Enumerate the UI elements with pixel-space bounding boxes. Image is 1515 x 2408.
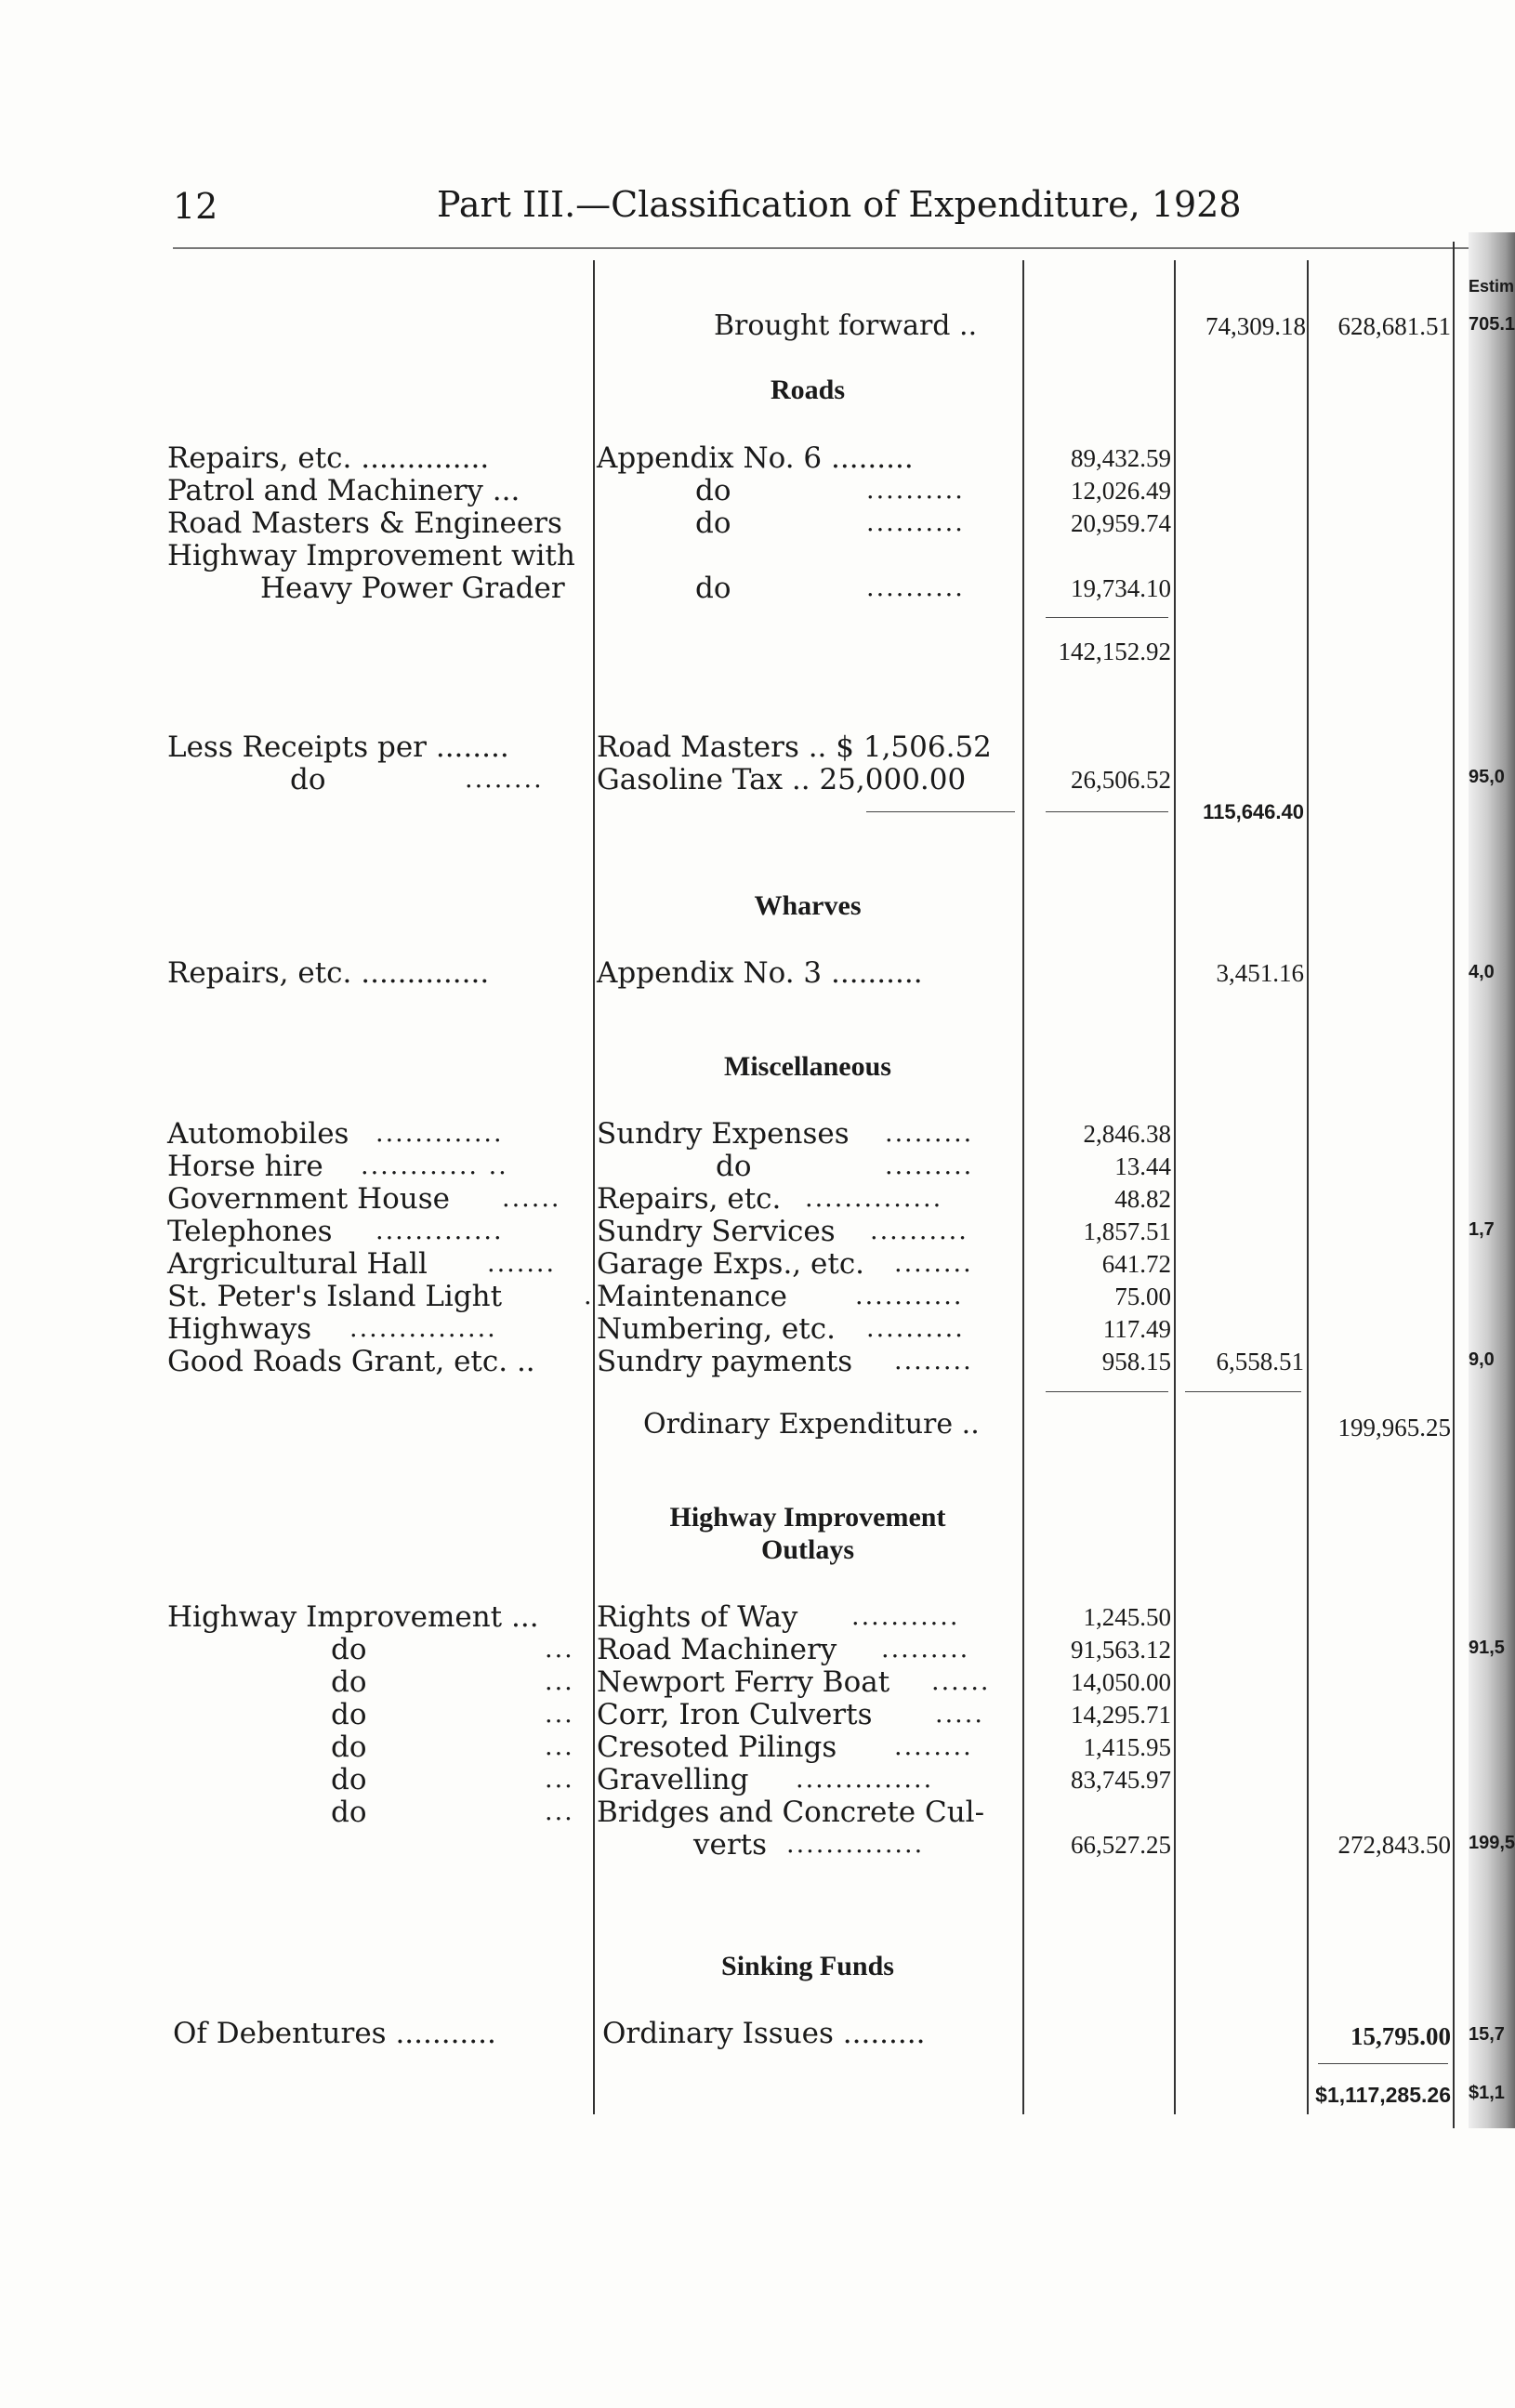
- highway-edge-b: 199,5: [1469, 1833, 1515, 1853]
- misc-ref-2: do: [716, 1150, 752, 1183]
- roads-subtotal-rule: [1046, 617, 1168, 618]
- wharves-heading: Wharves: [754, 890, 862, 921]
- highway-ref-4: Corr, Iron Culverts: [597, 1698, 873, 1731]
- misc-ref-leader-1: .........: [885, 1119, 974, 1148]
- wharves-ref: Appendix No. 3 ..........: [597, 956, 923, 990]
- highway-item-leader-4: ...: [545, 1700, 574, 1729]
- misc-ref-leader-5: ........: [894, 1249, 973, 1278]
- highway-item-7: do: [331, 1796, 367, 1829]
- highway-amount-1: 1,245.50: [1083, 1603, 1171, 1631]
- ordinary-expenditure-amount: 199,965.25: [1337, 1414, 1451, 1441]
- highway-ref-leader-4: .....: [935, 1700, 984, 1729]
- roads-leader-3: ..........: [866, 508, 965, 537]
- highway-item-4: do: [331, 1698, 367, 1731]
- roads-subtotal: 142,152.92: [1058, 638, 1171, 665]
- roads-item-4: Highway Improvement with: [167, 539, 575, 572]
- misc-item-1: Automobiles: [167, 1117, 349, 1151]
- highway-item-3: do: [331, 1665, 367, 1699]
- misc-ref-leader-3: ..............: [805, 1184, 943, 1213]
- highway-item-6: do: [331, 1763, 367, 1796]
- highway-ref-leader-3: ......: [931, 1667, 991, 1696]
- roads-amount-2: 12,026.49: [1071, 477, 1171, 505]
- misc-item-leader-7: ...............: [349, 1314, 497, 1343]
- roads-amount-5: 19,734.10: [1071, 574, 1171, 602]
- highway-item-leader-5: ...: [545, 1732, 574, 1761]
- roads-leader-5: ..........: [866, 573, 965, 602]
- receipts-rule-b: [1046, 811, 1168, 812]
- highway-ref-3: Newport Ferry Boat: [597, 1665, 890, 1699]
- misc-amount-6: 75.00: [1114, 1283, 1171, 1310]
- wharves-amount: 3,451.16: [1216, 959, 1304, 987]
- roads-amount-1: 89,432.59: [1071, 444, 1171, 472]
- misc-item-7: Highways: [167, 1312, 312, 1346]
- misc-ref-leader-2: .........: [885, 1151, 974, 1180]
- highway-heading-line1: Highway Improvement: [669, 1502, 946, 1533]
- highway-amount-6: 83,745.97: [1071, 1766, 1171, 1794]
- highway-ref-6: Gravelling: [597, 1763, 749, 1796]
- page-title: Part III.—Classification of Expenditure, 1928: [437, 184, 1242, 225]
- misc-amount-7: 117.49: [1102, 1315, 1171, 1343]
- sinking-amount: 15,795.00: [1350, 2022, 1451, 2050]
- grand-total-rule: [1318, 2063, 1448, 2064]
- wharves-edge: 4,0: [1469, 962, 1495, 982]
- highway-ref-2: Road Machinery: [597, 1633, 837, 1666]
- highway-item-1: Highway Improvement ...: [167, 1600, 539, 1634]
- brought-forward-col3: 74,309.18: [1205, 312, 1306, 340]
- highway-ref-leader-6: ..............: [796, 1765, 934, 1794]
- misc-ref-leader-4: ..........: [870, 1217, 968, 1245]
- roads-amount-3: 20,959.74: [1071, 509, 1171, 537]
- misc-total: 6,558.51: [1216, 1348, 1304, 1375]
- misc-item-6: St. Peter's Island Light: [167, 1280, 503, 1313]
- highway-item-leader-3: ...: [545, 1667, 574, 1696]
- column-rule-1: [593, 260, 595, 2114]
- highway-amount-3: 14,050.00: [1071, 1668, 1171, 1696]
- highway-ref-leader-5: ........: [894, 1732, 973, 1761]
- wharves-item: Repairs, etc. ..............: [167, 956, 490, 990]
- misc-amount-2: 13.44: [1114, 1152, 1171, 1180]
- misc-item-3: Government House: [167, 1182, 451, 1216]
- highway-amount-5: 1,415.95: [1083, 1733, 1171, 1761]
- misc-amount-4: 1,857.51: [1083, 1217, 1171, 1245]
- highway-ref-5: Cresoted Pilings: [597, 1730, 837, 1764]
- roads-ref-5: do: [695, 572, 731, 605]
- brought-forward-col4: 628,681.51: [1337, 312, 1451, 340]
- highway-ref-leader-2: .........: [881, 1635, 970, 1664]
- highway-item-leader-7: ...: [545, 1797, 574, 1826]
- highway-ref-8: verts: [693, 1828, 768, 1862]
- highway-item-5: do: [331, 1730, 367, 1764]
- receipts-leader-2: ........: [465, 765, 544, 794]
- misc-item-leader-6: .: [584, 1282, 594, 1310]
- receipts-ref-1: Road Masters .. $ 1,506.52: [597, 730, 992, 764]
- misc-item-leader-5: .......: [487, 1249, 557, 1278]
- misc-amount-5: 641.72: [1101, 1250, 1171, 1278]
- roads-item-2: Patrol and Machinery ...: [167, 474, 520, 507]
- sinking-item: Of Debentures ...........: [173, 2017, 496, 2050]
- grand-total-edge: $1,1: [1469, 2083, 1505, 2103]
- brought-forward-label: Brought forward ..: [714, 309, 978, 342]
- misc-ref-5: Garage Exps., etc.: [597, 1247, 865, 1281]
- receipts-amount-2: 26,506.52: [1071, 766, 1171, 794]
- highway-ref-1: Rights of Way: [597, 1600, 798, 1634]
- misc-item-leader-4: .............: [375, 1217, 504, 1245]
- misc-rule-b: [1185, 1391, 1301, 1392]
- highway-amount-4: 14,295.71: [1071, 1701, 1171, 1729]
- receipts-item-2: do: [290, 763, 326, 796]
- roads-heading: Roads: [770, 375, 846, 405]
- misc-ref-leader-8: ........: [894, 1347, 973, 1375]
- receipts-rule-a: [866, 811, 1015, 812]
- highway-item-2: do: [331, 1633, 367, 1666]
- roads-item-1: Repairs, etc. ..............: [167, 441, 490, 475]
- column-rule-5: [1453, 242, 1455, 2128]
- misc-ref-6: Maintenance: [597, 1280, 788, 1313]
- misc-amount-1: 2,846.38: [1083, 1120, 1171, 1148]
- sinking-edge: 15,7: [1469, 2024, 1505, 2045]
- receipts-ref-2: Gasoline Tax .. 25,000.00: [597, 763, 967, 796]
- misc-ref-3: Repairs, etc.: [597, 1182, 782, 1216]
- sinking-ref: Ordinary Issues .........: [602, 2017, 926, 2050]
- highway-amount-2: 91,563.12: [1071, 1636, 1171, 1664]
- misc-item-5: Argricultural Hall: [167, 1247, 428, 1281]
- roads-edge: 95,0: [1469, 767, 1505, 787]
- roads-net-total: 115,646.40: [1203, 800, 1304, 823]
- misc-item-leader-3: ......: [502, 1184, 561, 1213]
- misc-ref-4: Sundry Services: [597, 1215, 836, 1248]
- misc-ref-7: Numbering, etc.: [597, 1312, 836, 1346]
- column-rule-3: [1174, 260, 1176, 2114]
- highway-item-leader-2: ...: [545, 1635, 574, 1664]
- highway-edge-a: 91,5: [1469, 1638, 1505, 1658]
- roads-leader-2: ..........: [866, 476, 965, 505]
- highway-heading-line2: Outlays: [760, 1534, 855, 1565]
- header-rule: [173, 247, 1469, 249]
- ordinary-expenditure-label: Ordinary Expenditure ..: [643, 1408, 980, 1441]
- highway-ref-leader-1: ...........: [851, 1602, 960, 1631]
- misc-edge-telephones: 1,7: [1469, 1219, 1495, 1240]
- misc-item-leader-1: .............: [375, 1119, 504, 1148]
- roads-item-5: Heavy Power Grader: [260, 572, 565, 605]
- estimates-edge-label: Estim: [1469, 277, 1515, 296]
- misc-item-4: Telephones: [167, 1215, 333, 1248]
- misc-edge-grant: 9,0: [1469, 1349, 1495, 1370]
- misc-ref-leader-6: ...........: [855, 1282, 964, 1310]
- roads-ref-3: do: [695, 507, 731, 540]
- roads-item-3: Road Masters & Engineers: [167, 507, 562, 540]
- highway-amount-8: 66,527.25: [1071, 1831, 1171, 1859]
- highway-item-leader-6: ...: [545, 1765, 574, 1794]
- receipts-item-1: Less Receipts per ........: [167, 730, 509, 764]
- misc-ref-1: Sundry Expenses: [597, 1117, 850, 1151]
- misc-item-8: Good Roads Grant, etc. ..: [167, 1345, 535, 1378]
- misc-rule-a: [1046, 1391, 1168, 1392]
- highway-ref-leader-8: ..............: [786, 1830, 925, 1859]
- sinking-heading: Sinking Funds: [721, 1951, 894, 1981]
- roads-ref-1: Appendix No. 6 .........: [597, 441, 914, 475]
- misc-heading: Miscellaneous: [724, 1051, 891, 1082]
- brought-forward-edge: 705.1: [1469, 314, 1515, 335]
- misc-amount-8: 958.15: [1101, 1348, 1171, 1375]
- grand-total: $1,117,285.26: [1315, 2083, 1451, 2107]
- highway-ref-7: Bridges and Concrete Cul-: [597, 1796, 985, 1829]
- misc-amount-3: 48.82: [1114, 1185, 1171, 1213]
- roads-ref-2: do: [695, 474, 731, 507]
- misc-ref-leader-7: ..........: [866, 1314, 965, 1343]
- misc-ref-8: Sundry payments: [597, 1345, 853, 1378]
- highway-total: 272,843.50: [1337, 1831, 1451, 1859]
- page-number: 12: [173, 186, 218, 227]
- misc-item-leader-2: ............ ..: [361, 1151, 508, 1180]
- misc-item-2: Horse hire: [167, 1150, 323, 1183]
